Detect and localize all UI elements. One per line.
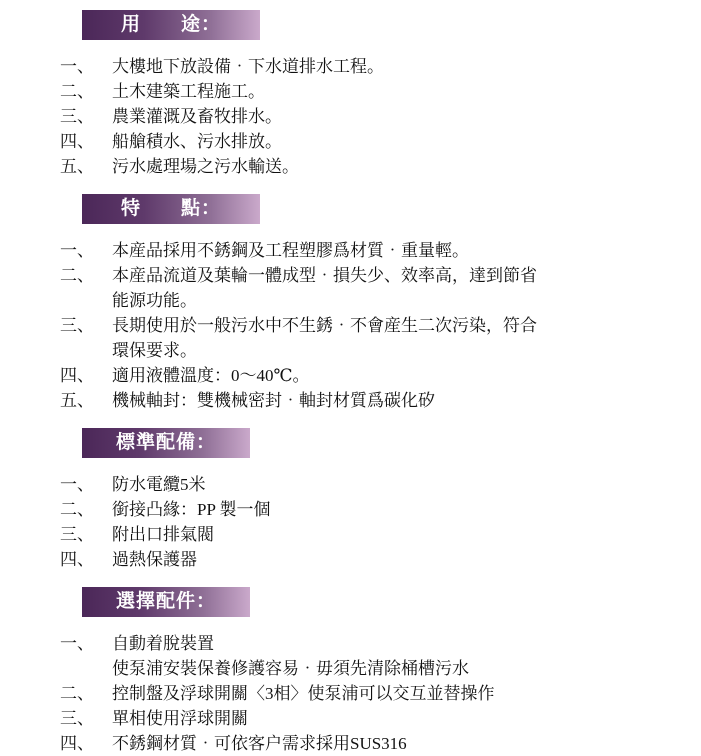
section-features — [0, 179, 701, 413]
item-text — [112, 54, 701, 79]
list-item — [0, 104, 701, 129]
item-line: 銜接凸緣：PP 製一個 — [112, 500, 271, 519]
list-item — [0, 313, 701, 363]
item-line: 附出口排氣閥 — [112, 525, 214, 544]
list-item — [0, 522, 701, 547]
item-text — [112, 313, 701, 363]
item-line: 不銹鋼材質‧可依客户需求採用SUS316 — [112, 734, 407, 753]
item-text — [112, 497, 701, 522]
spacer — [0, 179, 701, 194]
item-line: 過熱保護器 — [112, 550, 197, 569]
item-number: 一、 — [60, 57, 94, 76]
item-text — [112, 706, 701, 731]
section-standard-equipment — [0, 413, 701, 572]
list-item — [0, 79, 701, 104]
item-line: 農業灌溉及畜牧排水。 — [112, 107, 282, 126]
item-line: 船艙積水、污水排放。 — [112, 132, 282, 151]
list-uses — [0, 54, 701, 179]
item-number: 二、 — [60, 266, 94, 285]
item-text — [112, 731, 701, 756]
heading-uses: 用 途： — [82, 10, 260, 40]
item-line: 防水電纜5米 — [112, 475, 206, 494]
list-item — [0, 681, 701, 706]
item-text — [112, 129, 701, 154]
heading-features: 特 點： — [82, 194, 260, 224]
item-number: 四、 — [60, 132, 94, 151]
list-item — [0, 731, 701, 756]
item-text — [112, 631, 701, 681]
heading-optional-accessories-wrap — [0, 587, 701, 617]
spacer — [0, 0, 701, 10]
list-features — [0, 238, 701, 413]
item-number: 五、 — [60, 157, 94, 176]
item-line: 本産品採用不銹鋼及工程塑膠爲材質‧重量輕。 — [112, 241, 469, 260]
list-item — [0, 238, 701, 263]
list-item — [0, 706, 701, 731]
list-item — [0, 472, 701, 497]
spacer — [0, 413, 701, 428]
item-line: 土木建築工程施工。 — [112, 82, 265, 101]
item-line: 大樓地下放設備‧下水道排水工程。 — [112, 57, 384, 76]
list-item — [0, 547, 701, 572]
section-uses — [0, 0, 701, 179]
spacer — [0, 572, 701, 587]
spacer — [0, 458, 701, 472]
item-number: 三、 — [60, 107, 94, 126]
item-text — [112, 104, 701, 129]
heading-uses-wrap — [0, 10, 701, 40]
list-optional-accessories — [0, 631, 701, 756]
list-item — [0, 388, 701, 413]
item-text — [112, 547, 701, 572]
item-line: 污水處理場之污水輸送。 — [112, 157, 299, 176]
item-number: 四、 — [60, 550, 94, 569]
item-number: 一、 — [60, 475, 94, 494]
item-text — [112, 79, 701, 104]
item-line: 環保要求。 — [112, 341, 197, 360]
item-text — [112, 522, 701, 547]
item-text — [112, 681, 701, 706]
item-line: 機械軸封：雙機械密封‧軸封材質爲碳化矽 — [112, 391, 435, 410]
item-line: 適用液體溫度：0〜40℃。 — [112, 366, 310, 385]
list-item — [0, 631, 701, 681]
item-number: 一、 — [60, 634, 94, 653]
spacer — [0, 617, 701, 631]
item-number: 二、 — [60, 684, 94, 703]
heading-features-wrap — [0, 194, 701, 224]
item-line: 長期使用於一般污水中不生銹‧不會産生二次污染，符合 — [112, 316, 537, 335]
item-text — [112, 472, 701, 497]
list-item — [0, 497, 701, 522]
heading-optional-accessories: 選擇配件： — [82, 587, 250, 617]
item-text — [112, 388, 701, 413]
item-number: 五、 — [60, 391, 94, 410]
item-text — [112, 238, 701, 263]
list-standard-equipment — [0, 472, 701, 572]
item-text — [112, 154, 701, 179]
heading-standard-equipment: 標準配備： — [82, 428, 250, 458]
item-number: 四、 — [60, 366, 94, 385]
item-line: 本産品流道及葉輪一體成型‧損失少、效率高，達到節省 — [112, 266, 537, 285]
item-number: 四、 — [60, 734, 94, 753]
item-number: 二、 — [60, 500, 94, 519]
item-line: 能源功能。 — [112, 291, 197, 310]
list-item — [0, 54, 701, 79]
item-line: 使泵浦安裝保養修護容易‧毋須先清除桶槽污水 — [112, 659, 469, 678]
item-text — [112, 263, 701, 313]
list-item — [0, 129, 701, 154]
section-optional-accessories — [0, 572, 701, 756]
list-item — [0, 154, 701, 179]
item-text — [112, 363, 701, 388]
heading-standard-equipment-wrap — [0, 428, 701, 458]
spacer — [0, 224, 701, 238]
item-line: 控制盤及浮球開關〈3相〉使泵浦可以交互並替操作 — [112, 684, 495, 703]
item-number: 三、 — [60, 316, 94, 335]
list-item — [0, 363, 701, 388]
list-item — [0, 263, 701, 313]
item-line: 自動着脫裝置 — [112, 634, 214, 653]
item-number: 三、 — [60, 525, 94, 544]
item-number: 一、 — [60, 241, 94, 260]
item-number: 二、 — [60, 82, 94, 101]
item-line: 單相使用浮球開關 — [112, 709, 248, 728]
spacer — [0, 40, 701, 54]
item-number: 三、 — [60, 709, 94, 728]
